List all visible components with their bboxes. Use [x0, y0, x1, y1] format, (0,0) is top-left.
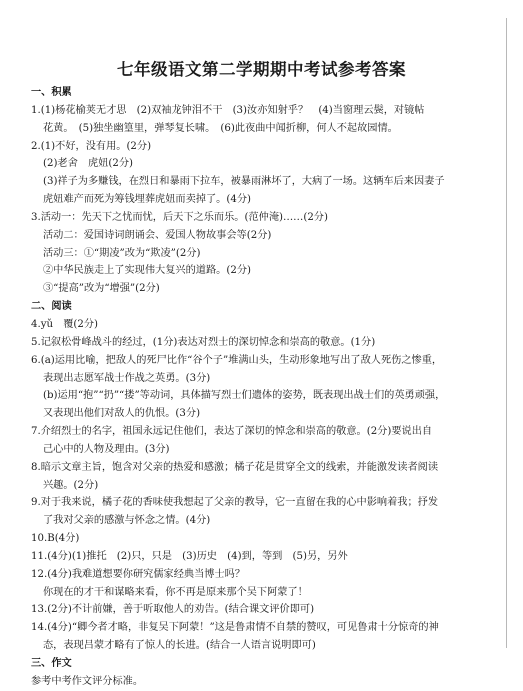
answer-line: 1.(1)杨花榆荚无才思 (2)双袖龙钟泪不干 (3)汝亦知射乎？ (4)当窗理云鬓，对镜帖: [31, 104, 425, 116]
answer-line: ②中华民族走上了实现伟大复兴的道路。(2分): [43, 265, 251, 277]
answer-line: 11.(4分)(1)推托 (2)只，只是 (3)历史 (4)到，等到 (5)另，另外: [31, 550, 348, 562]
answer-line: 了我对父亲的感激与怀念之情。(4分): [43, 515, 211, 527]
answer-line: 10.B(4分): [31, 533, 80, 545]
answer-line: 3.活动一：先天下之忧而忧，后天下之乐而乐。(范仲淹)……(2分): [31, 211, 328, 223]
answer-line: 表现出志愿军战士作战之英勇。(3分): [43, 372, 211, 384]
answer-line: 14.(4分)“卿今者才略，非复吴下阿蒙！”这是鲁肃情不自禁的赞叹，可见鲁肃十分惊奇的神: [31, 622, 439, 634]
answer-line: 又表现出他们对敌人的仇恨。(3分): [43, 408, 201, 420]
section-heading: 一、积累: [31, 86, 72, 98]
answer-line: 兴趣。(2分): [43, 479, 99, 491]
answer-line: 态，表现吕蒙才略有了惊人的长进。(结合一人语言说明即可): [43, 640, 316, 652]
answer-line: ③“提高”改为“增强”(2分): [43, 283, 160, 295]
answer-line: 活动二：爱国诗词朗诵会、爱国人物故事会等(2分): [43, 229, 272, 241]
answer-line: (3)祥子为多赚钱，在烈日和暴雨下拉车，被暴雨淋坏了，大病了一场。这辆车后来因妻子: [43, 176, 445, 188]
margin-rule: [506, 18, 507, 648]
answer-line: 己心中的人物及理由。(3分): [43, 443, 170, 455]
answer-content: [31, 84, 503, 691]
page-title: 七年级语文第二学期期中考试参考答案: [117, 60, 406, 79]
answer-line: 你现在的才干和谋略来看，你不再是原来那个吴下阿蒙了！: [43, 586, 308, 598]
answer-line: 7.介绍烈士的名字，祖国永远记住他们，表达了深切的悼念和崇高的敬意。(2分)要说出自: [31, 426, 433, 438]
answer-line: 5.记叙松骨峰战斗的经过，(1分)表达对烈士的深切悼念和崇高的敬意。(1分): [31, 336, 376, 348]
answer-line: 2.(1)不好，没有用。(2分): [31, 140, 152, 152]
answer-line: 花黄。 (5)独坐幽篁里，弹琴复长啸。 (6)此夜曲中闻折柳，何人不起故园情。: [43, 122, 398, 134]
answer-line: 参考中考作文评分标准。: [31, 675, 144, 687]
answer-line: 8.暗示文章主旨，饱含对父亲的热爱和感激；橘子花是贯穿全文的线索，并能激发读者阅读: [31, 461, 439, 473]
answer-line: 9.对于我来说，橘子花的香味使我想起了父亲的教导，它一直留在我的心中影响着我；抒发: [31, 497, 439, 509]
answer-line: 6.(a)运用比喻，把敌人的死尸比作“谷个子”堆满山头，生动形象地写出了敌人死伤之惨重，: [31, 354, 443, 366]
answer-line: 活动三：①“期凌”改为“欺凌”(2分): [43, 247, 201, 259]
answer-line: 13.(2分)不计前嫌，善于听取他人的劝告。(结合课文评价即可): [31, 604, 315, 616]
answer-line: 虎妞难产而死为筹钱埋葬虎妞而卖掉了。(4分): [43, 194, 251, 206]
answer-line: 4.yǔ 覆(2分): [31, 318, 99, 330]
section-heading: 三、作文: [31, 657, 72, 669]
answer-line: (2)老舍 虎妞(2分): [43, 158, 133, 170]
section-heading: 二、阅读: [31, 300, 72, 313]
answer-line: (b)运用“抱”“扔”“搂”等动词，具体描写烈士们遗体的姿势，既表现出战士们的英勇顽强，: [43, 390, 446, 402]
answer-line: 12.(4分)我难道想要你研究儒家经典当博士吗？: [31, 568, 246, 580]
